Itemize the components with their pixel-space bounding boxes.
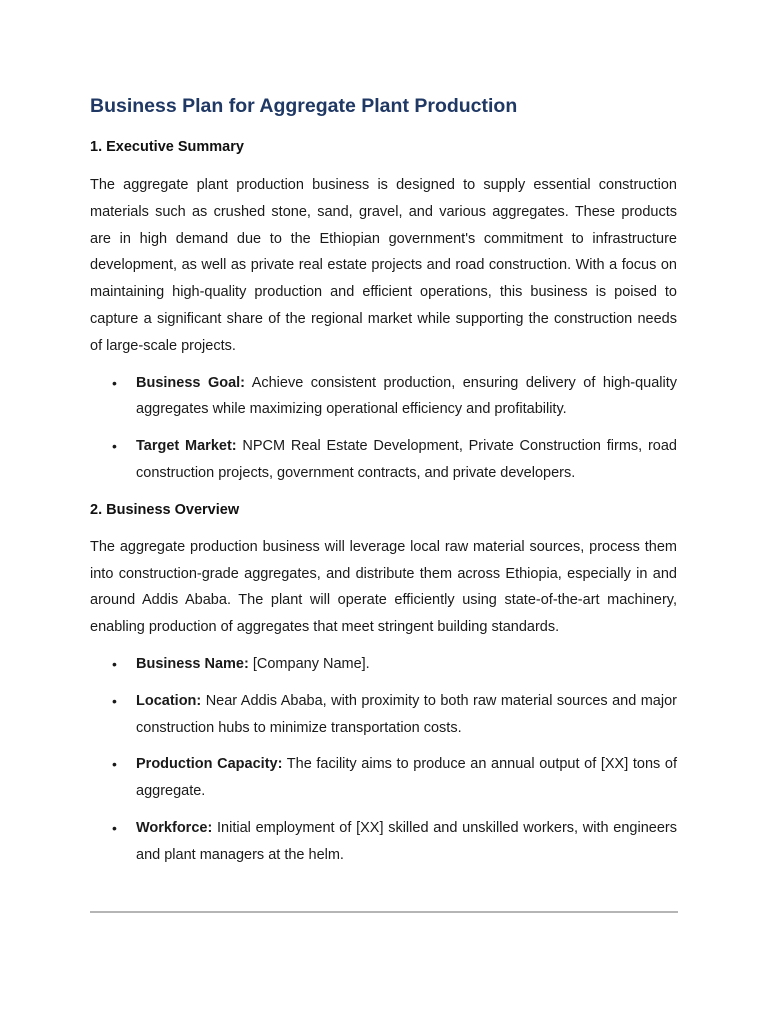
bullet-icon: • bbox=[112, 692, 117, 709]
list-item bbox=[90, 433, 677, 487]
list-item bbox=[90, 751, 677, 805]
bullet-icon: • bbox=[112, 655, 117, 672]
horizontal-divider bbox=[90, 911, 678, 913]
bullet-icon: • bbox=[112, 374, 117, 391]
list-item-text: NPCM Real Estate Development, Private Construction firms, road construction projects, government contracts, and private developers. bbox=[136, 438, 677, 481]
bullet-icon: • bbox=[112, 438, 117, 455]
list-item bbox=[90, 370, 677, 424]
business-overview-list bbox=[90, 651, 677, 869]
list-item-text: Initial employment of [XX] skilled and unskilled workers, with engineers and plant managers at the helm. bbox=[136, 819, 677, 863]
bullet-icon: • bbox=[112, 756, 117, 773]
list-item-label: Workforce: bbox=[136, 819, 213, 836]
list-item bbox=[90, 688, 677, 742]
list-item-text: Achieve consistent production, ensuring delivery of high-quality aggregates while maximizing operational efficiency and profitability. bbox=[136, 374, 677, 418]
list-item-label: Business Name: bbox=[136, 655, 249, 672]
document-title: Business Plan for Aggregate Plant Production bbox=[90, 95, 518, 117]
executive-summary-list bbox=[90, 370, 677, 487]
list-item-text: The facility aims to produce an annual output of [XX] tons of aggregate. bbox=[136, 756, 677, 800]
list-item-text: [Company Name]. bbox=[248, 655, 370, 672]
document-content bbox=[90, 90, 677, 869]
list-item-label: Business Goal: bbox=[136, 374, 246, 391]
executive-summary-paragraph: The aggregate plant production business is designed to supply essential construction materials such as crushed stone, sand, gravel, and various aggregates. These products are in high demand due to the Ethiopian government's commitment to infrastructure development, as well as private real estate projects and road construction. With a focus on maintaining high-quality production and efficient operations, this business is poised to capture a significant share of the regional market while supporting the construction needs of large-scale projects. bbox=[90, 177, 677, 354]
bullet-icon: • bbox=[112, 819, 117, 836]
section-heading-executive-summary: 1. Executive Summary bbox=[90, 139, 244, 155]
section-heading-business-overview: 2. Business Overview bbox=[90, 501, 240, 518]
list-item-text: Near Addis Ababa, with proximity to both raw material sources and major construction hubs to minimize transportation costs. bbox=[136, 692, 677, 736]
list-item-label: Location: bbox=[136, 692, 202, 709]
list-item bbox=[90, 815, 677, 869]
list-item-label: Target Market: bbox=[136, 438, 237, 455]
list-item-label: Production Capacity: bbox=[136, 756, 283, 773]
business-overview-paragraph: The aggregate production business will leverage local raw material sources, process them into construction-grade aggregates, and distribute them across Ethiopia, especially in and around Addis Ababa. The plant will operate efficiently using state-of-the-art machinery, enabling production of aggregates that meet stringent building standards. bbox=[90, 538, 677, 636]
list-item bbox=[90, 651, 677, 678]
